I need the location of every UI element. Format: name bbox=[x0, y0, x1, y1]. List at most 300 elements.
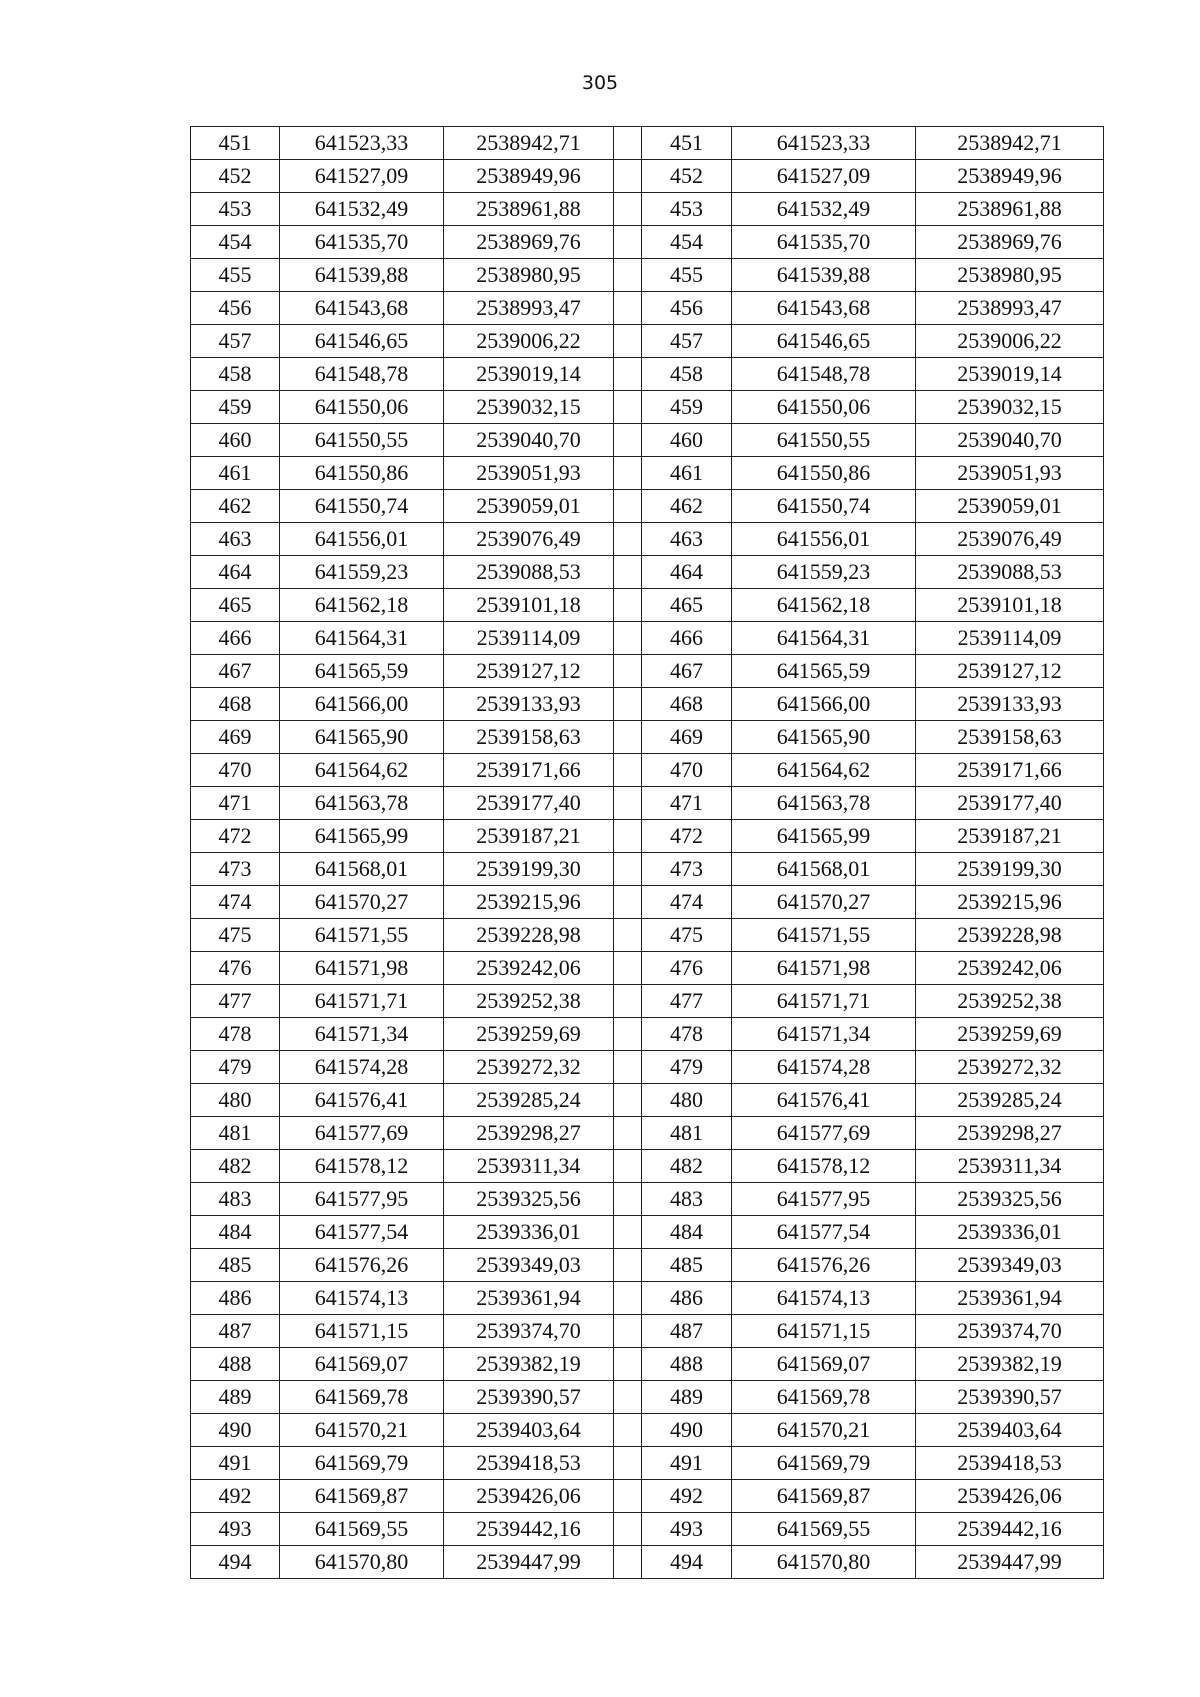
y-coordinate-cell: 2539442,16 bbox=[444, 1513, 614, 1546]
point-number-cell: 457 bbox=[191, 325, 280, 358]
table-row bbox=[191, 226, 1104, 259]
x-coordinate-cell-right: 641576,41 bbox=[732, 1084, 916, 1117]
y-coordinate-cell-right: 2539426,06 bbox=[916, 1480, 1104, 1513]
point-number-cell-right: 452 bbox=[642, 160, 732, 193]
table-row bbox=[191, 1414, 1104, 1447]
point-number-cell-right: 469 bbox=[642, 721, 732, 754]
table-row bbox=[191, 391, 1104, 424]
x-coordinate-cell-right: 641574,28 bbox=[732, 1051, 916, 1084]
y-coordinate-cell: 2539242,06 bbox=[444, 952, 614, 985]
x-coordinate-cell-right: 641577,69 bbox=[732, 1117, 916, 1150]
y-coordinate-cell: 2538961,88 bbox=[444, 193, 614, 226]
point-number-cell-right: 462 bbox=[642, 490, 732, 523]
table-row bbox=[191, 1216, 1104, 1249]
point-number-cell: 467 bbox=[191, 655, 280, 688]
y-coordinate-cell: 2538969,76 bbox=[444, 226, 614, 259]
x-coordinate-cell: 641568,01 bbox=[280, 853, 444, 886]
point-number-cell: 462 bbox=[191, 490, 280, 523]
x-coordinate-cell: 641550,74 bbox=[280, 490, 444, 523]
y-coordinate-cell-right: 2539006,22 bbox=[916, 325, 1104, 358]
empty-separator-cell bbox=[614, 1216, 642, 1249]
point-number-cell: 451 bbox=[191, 127, 280, 160]
y-coordinate-cell: 2539177,40 bbox=[444, 787, 614, 820]
y-coordinate-cell-right: 2539442,16 bbox=[916, 1513, 1104, 1546]
point-number-cell-right: 467 bbox=[642, 655, 732, 688]
y-coordinate-cell: 2538949,96 bbox=[444, 160, 614, 193]
point-number-cell-right: 486 bbox=[642, 1282, 732, 1315]
point-number-cell-right: 491 bbox=[642, 1447, 732, 1480]
y-coordinate-cell-right: 2539418,53 bbox=[916, 1447, 1104, 1480]
y-coordinate-cell: 2539040,70 bbox=[444, 424, 614, 457]
x-coordinate-cell-right: 641571,34 bbox=[732, 1018, 916, 1051]
y-coordinate-cell-right: 2539101,18 bbox=[916, 589, 1104, 622]
point-number-cell: 483 bbox=[191, 1183, 280, 1216]
empty-separator-cell bbox=[614, 160, 642, 193]
x-coordinate-cell-right: 641570,27 bbox=[732, 886, 916, 919]
coordinates-table bbox=[190, 126, 1104, 1579]
y-coordinate-cell: 2539382,19 bbox=[444, 1348, 614, 1381]
empty-separator-cell bbox=[614, 292, 642, 325]
point-number-cell-right: 468 bbox=[642, 688, 732, 721]
empty-separator-cell bbox=[614, 1381, 642, 1414]
y-coordinate-cell-right: 2538942,71 bbox=[916, 127, 1104, 160]
y-coordinate-cell-right: 2538980,95 bbox=[916, 259, 1104, 292]
table-row bbox=[191, 622, 1104, 655]
point-number-cell: 463 bbox=[191, 523, 280, 556]
x-coordinate-cell: 641569,79 bbox=[280, 1447, 444, 1480]
x-coordinate-cell: 641550,55 bbox=[280, 424, 444, 457]
x-coordinate-cell-right: 641569,79 bbox=[732, 1447, 916, 1480]
y-coordinate-cell: 2539076,49 bbox=[444, 523, 614, 556]
point-number-cell: 459 bbox=[191, 391, 280, 424]
empty-separator-cell bbox=[614, 952, 642, 985]
x-coordinate-cell-right: 641571,55 bbox=[732, 919, 916, 952]
x-coordinate-cell: 641571,71 bbox=[280, 985, 444, 1018]
point-number-cell-right: 463 bbox=[642, 523, 732, 556]
x-coordinate-cell-right: 641535,70 bbox=[732, 226, 916, 259]
x-coordinate-cell-right: 641569,07 bbox=[732, 1348, 916, 1381]
x-coordinate-cell: 641569,87 bbox=[280, 1480, 444, 1513]
empty-separator-cell bbox=[614, 127, 642, 160]
point-number-cell-right: 489 bbox=[642, 1381, 732, 1414]
table-row bbox=[191, 1381, 1104, 1414]
x-coordinate-cell: 641523,33 bbox=[280, 127, 444, 160]
point-number-cell-right: 465 bbox=[642, 589, 732, 622]
y-coordinate-cell: 2539187,21 bbox=[444, 820, 614, 853]
table-row bbox=[191, 1018, 1104, 1051]
table-row bbox=[191, 1183, 1104, 1216]
table-row bbox=[191, 1084, 1104, 1117]
x-coordinate-cell: 641550,86 bbox=[280, 457, 444, 490]
point-number-cell: 492 bbox=[191, 1480, 280, 1513]
point-number-cell: 453 bbox=[191, 193, 280, 226]
x-coordinate-cell-right: 641576,26 bbox=[732, 1249, 916, 1282]
y-coordinate-cell-right: 2539177,40 bbox=[916, 787, 1104, 820]
point-number-cell: 486 bbox=[191, 1282, 280, 1315]
x-coordinate-cell-right: 641548,78 bbox=[732, 358, 916, 391]
x-coordinate-cell: 641565,90 bbox=[280, 721, 444, 754]
x-coordinate-cell: 641577,69 bbox=[280, 1117, 444, 1150]
point-number-cell: 479 bbox=[191, 1051, 280, 1084]
coordinates-table-body bbox=[191, 127, 1104, 1579]
x-coordinate-cell: 641571,55 bbox=[280, 919, 444, 952]
y-coordinate-cell-right: 2539032,15 bbox=[916, 391, 1104, 424]
y-coordinate-cell-right: 2539336,01 bbox=[916, 1216, 1104, 1249]
y-coordinate-cell: 2539311,34 bbox=[444, 1150, 614, 1183]
y-coordinate-cell: 2539019,14 bbox=[444, 358, 614, 391]
x-coordinate-cell-right: 641550,74 bbox=[732, 490, 916, 523]
x-coordinate-cell-right: 641550,55 bbox=[732, 424, 916, 457]
x-coordinate-cell-right: 641543,68 bbox=[732, 292, 916, 325]
x-coordinate-cell: 641565,99 bbox=[280, 820, 444, 853]
empty-separator-cell bbox=[614, 325, 642, 358]
point-number-cell-right: 471 bbox=[642, 787, 732, 820]
y-coordinate-cell-right: 2539158,63 bbox=[916, 721, 1104, 754]
y-coordinate-cell: 2539051,93 bbox=[444, 457, 614, 490]
y-coordinate-cell-right: 2538993,47 bbox=[916, 292, 1104, 325]
empty-separator-cell bbox=[614, 226, 642, 259]
x-coordinate-cell-right: 641564,62 bbox=[732, 754, 916, 787]
point-number-cell-right: 478 bbox=[642, 1018, 732, 1051]
point-number-cell-right: 459 bbox=[642, 391, 732, 424]
x-coordinate-cell: 641571,34 bbox=[280, 1018, 444, 1051]
y-coordinate-cell: 2539032,15 bbox=[444, 391, 614, 424]
y-coordinate-cell-right: 2539127,12 bbox=[916, 655, 1104, 688]
table-row bbox=[191, 919, 1104, 952]
x-coordinate-cell: 641556,01 bbox=[280, 523, 444, 556]
point-number-cell-right: 456 bbox=[642, 292, 732, 325]
y-coordinate-cell-right: 2539325,56 bbox=[916, 1183, 1104, 1216]
empty-separator-cell bbox=[614, 259, 642, 292]
x-coordinate-cell: 641539,88 bbox=[280, 259, 444, 292]
y-coordinate-cell-right: 2539374,70 bbox=[916, 1315, 1104, 1348]
x-coordinate-cell: 641563,78 bbox=[280, 787, 444, 820]
empty-separator-cell bbox=[614, 589, 642, 622]
table-row bbox=[191, 985, 1104, 1018]
empty-separator-cell bbox=[614, 1513, 642, 1546]
y-coordinate-cell-right: 2539361,94 bbox=[916, 1282, 1104, 1315]
point-number-cell: 473 bbox=[191, 853, 280, 886]
y-coordinate-cell-right: 2539187,21 bbox=[916, 820, 1104, 853]
table-row bbox=[191, 820, 1104, 853]
y-coordinate-cell: 2539059,01 bbox=[444, 490, 614, 523]
table-row bbox=[191, 1480, 1104, 1513]
x-coordinate-cell-right: 641527,09 bbox=[732, 160, 916, 193]
point-number-cell: 482 bbox=[191, 1150, 280, 1183]
x-coordinate-cell: 641548,78 bbox=[280, 358, 444, 391]
table-row bbox=[191, 457, 1104, 490]
x-coordinate-cell: 641532,49 bbox=[280, 193, 444, 226]
y-coordinate-cell: 2539418,53 bbox=[444, 1447, 614, 1480]
x-coordinate-cell-right: 641532,49 bbox=[732, 193, 916, 226]
y-coordinate-cell-right: 2539242,06 bbox=[916, 952, 1104, 985]
y-coordinate-cell-right: 2539019,14 bbox=[916, 358, 1104, 391]
x-coordinate-cell-right: 641570,21 bbox=[732, 1414, 916, 1447]
x-coordinate-cell-right: 641539,88 bbox=[732, 259, 916, 292]
point-number-cell: 452 bbox=[191, 160, 280, 193]
point-number-cell-right: 490 bbox=[642, 1414, 732, 1447]
point-number-cell: 491 bbox=[191, 1447, 280, 1480]
y-coordinate-cell: 2539171,66 bbox=[444, 754, 614, 787]
table-row bbox=[191, 160, 1104, 193]
x-coordinate-cell-right: 641577,54 bbox=[732, 1216, 916, 1249]
x-coordinate-cell-right: 641577,95 bbox=[732, 1183, 916, 1216]
empty-separator-cell bbox=[614, 424, 642, 457]
x-coordinate-cell: 641566,00 bbox=[280, 688, 444, 721]
y-coordinate-cell-right: 2539114,09 bbox=[916, 622, 1104, 655]
x-coordinate-cell-right: 641574,13 bbox=[732, 1282, 916, 1315]
x-coordinate-cell-right: 641570,80 bbox=[732, 1546, 916, 1579]
table-row bbox=[191, 886, 1104, 919]
point-number-cell-right: 460 bbox=[642, 424, 732, 457]
y-coordinate-cell: 2539298,27 bbox=[444, 1117, 614, 1150]
y-coordinate-cell-right: 2538969,76 bbox=[916, 226, 1104, 259]
point-number-cell: 493 bbox=[191, 1513, 280, 1546]
x-coordinate-cell: 641559,23 bbox=[280, 556, 444, 589]
x-coordinate-cell: 641571,98 bbox=[280, 952, 444, 985]
x-coordinate-cell-right: 641523,33 bbox=[732, 127, 916, 160]
empty-separator-cell bbox=[614, 820, 642, 853]
x-coordinate-cell: 641562,18 bbox=[280, 589, 444, 622]
empty-separator-cell bbox=[614, 1447, 642, 1480]
point-number-cell-right: 451 bbox=[642, 127, 732, 160]
y-coordinate-cell-right: 2539228,98 bbox=[916, 919, 1104, 952]
y-coordinate-cell: 2539447,99 bbox=[444, 1546, 614, 1579]
table-row bbox=[191, 1150, 1104, 1183]
x-coordinate-cell: 641571,15 bbox=[280, 1315, 444, 1348]
y-coordinate-cell: 2539088,53 bbox=[444, 556, 614, 589]
y-coordinate-cell: 2539349,03 bbox=[444, 1249, 614, 1282]
x-coordinate-cell-right: 641569,78 bbox=[732, 1381, 916, 1414]
empty-separator-cell bbox=[614, 985, 642, 1018]
y-coordinate-cell: 2539252,38 bbox=[444, 985, 614, 1018]
point-number-cell-right: 458 bbox=[642, 358, 732, 391]
point-number-cell: 456 bbox=[191, 292, 280, 325]
table-row bbox=[191, 655, 1104, 688]
table-row bbox=[191, 721, 1104, 754]
x-coordinate-cell-right: 641565,59 bbox=[732, 655, 916, 688]
table-row bbox=[191, 787, 1104, 820]
empty-separator-cell bbox=[614, 655, 642, 688]
x-coordinate-cell: 641564,31 bbox=[280, 622, 444, 655]
point-number-cell: 477 bbox=[191, 985, 280, 1018]
table-row bbox=[191, 1348, 1104, 1381]
point-number-cell-right: 477 bbox=[642, 985, 732, 1018]
point-number-cell-right: 457 bbox=[642, 325, 732, 358]
empty-separator-cell bbox=[614, 754, 642, 787]
empty-separator-cell bbox=[614, 391, 642, 424]
x-coordinate-cell-right: 641565,99 bbox=[732, 820, 916, 853]
x-coordinate-cell-right: 641559,23 bbox=[732, 556, 916, 589]
point-number-cell: 481 bbox=[191, 1117, 280, 1150]
table-row bbox=[191, 1513, 1104, 1546]
empty-separator-cell bbox=[614, 1051, 642, 1084]
empty-separator-cell bbox=[614, 193, 642, 226]
empty-separator-cell bbox=[614, 556, 642, 589]
y-coordinate-cell: 2539228,98 bbox=[444, 919, 614, 952]
y-coordinate-cell: 2539006,22 bbox=[444, 325, 614, 358]
y-coordinate-cell: 2539285,24 bbox=[444, 1084, 614, 1117]
point-number-cell: 475 bbox=[191, 919, 280, 952]
table-row bbox=[191, 1249, 1104, 1282]
point-number-cell: 466 bbox=[191, 622, 280, 655]
point-number-cell-right: 453 bbox=[642, 193, 732, 226]
point-number-cell-right: 475 bbox=[642, 919, 732, 952]
x-coordinate-cell: 641576,41 bbox=[280, 1084, 444, 1117]
x-coordinate-cell-right: 641565,90 bbox=[732, 721, 916, 754]
table-row bbox=[191, 1447, 1104, 1480]
empty-separator-cell bbox=[614, 622, 642, 655]
y-coordinate-cell-right: 2539040,70 bbox=[916, 424, 1104, 457]
y-coordinate-cell-right: 2539259,69 bbox=[916, 1018, 1104, 1051]
y-coordinate-cell: 2539426,06 bbox=[444, 1480, 614, 1513]
point-number-cell: 461 bbox=[191, 457, 280, 490]
empty-separator-cell bbox=[614, 1348, 642, 1381]
x-coordinate-cell: 641570,27 bbox=[280, 886, 444, 919]
point-number-cell: 484 bbox=[191, 1216, 280, 1249]
y-coordinate-cell-right: 2539059,01 bbox=[916, 490, 1104, 523]
table-row bbox=[191, 754, 1104, 787]
x-coordinate-cell: 641535,70 bbox=[280, 226, 444, 259]
point-number-cell-right: 494 bbox=[642, 1546, 732, 1579]
x-coordinate-cell: 641570,80 bbox=[280, 1546, 444, 1579]
x-coordinate-cell-right: 641571,71 bbox=[732, 985, 916, 1018]
point-number-cell-right: 480 bbox=[642, 1084, 732, 1117]
point-number-cell: 465 bbox=[191, 589, 280, 622]
y-coordinate-cell-right: 2539171,66 bbox=[916, 754, 1104, 787]
table-row bbox=[191, 127, 1104, 160]
point-number-cell-right: 461 bbox=[642, 457, 732, 490]
point-number-cell: 485 bbox=[191, 1249, 280, 1282]
point-number-cell: 476 bbox=[191, 952, 280, 985]
empty-separator-cell bbox=[614, 1117, 642, 1150]
point-number-cell-right: 485 bbox=[642, 1249, 732, 1282]
point-number-cell-right: 455 bbox=[642, 259, 732, 292]
point-number-cell: 488 bbox=[191, 1348, 280, 1381]
x-coordinate-cell-right: 641550,86 bbox=[732, 457, 916, 490]
empty-separator-cell bbox=[614, 1183, 642, 1216]
table-row bbox=[191, 688, 1104, 721]
y-coordinate-cell: 2539374,70 bbox=[444, 1315, 614, 1348]
y-coordinate-cell: 2539336,01 bbox=[444, 1216, 614, 1249]
y-coordinate-cell: 2538993,47 bbox=[444, 292, 614, 325]
x-coordinate-cell-right: 641569,87 bbox=[732, 1480, 916, 1513]
point-number-cell: 480 bbox=[191, 1084, 280, 1117]
empty-separator-cell bbox=[614, 919, 642, 952]
point-number-cell-right: 466 bbox=[642, 622, 732, 655]
y-coordinate-cell: 2539390,57 bbox=[444, 1381, 614, 1414]
point-number-cell-right: 483 bbox=[642, 1183, 732, 1216]
point-number-cell: 474 bbox=[191, 886, 280, 919]
empty-separator-cell bbox=[614, 721, 642, 754]
table-row bbox=[191, 1051, 1104, 1084]
point-number-cell-right: 474 bbox=[642, 886, 732, 919]
y-coordinate-cell: 2539272,32 bbox=[444, 1051, 614, 1084]
x-coordinate-cell-right: 641563,78 bbox=[732, 787, 916, 820]
y-coordinate-cell: 2539215,96 bbox=[444, 886, 614, 919]
x-coordinate-cell: 641546,65 bbox=[280, 325, 444, 358]
y-coordinate-cell: 2539101,18 bbox=[444, 589, 614, 622]
empty-separator-cell bbox=[614, 1282, 642, 1315]
empty-separator-cell bbox=[614, 1414, 642, 1447]
point-number-cell-right: 481 bbox=[642, 1117, 732, 1150]
empty-separator-cell bbox=[614, 853, 642, 886]
x-coordinate-cell: 641577,95 bbox=[280, 1183, 444, 1216]
point-number-cell-right: 492 bbox=[642, 1480, 732, 1513]
table-row bbox=[191, 325, 1104, 358]
point-number-cell: 464 bbox=[191, 556, 280, 589]
y-coordinate-cell: 2538980,95 bbox=[444, 259, 614, 292]
y-coordinate-cell: 2539325,56 bbox=[444, 1183, 614, 1216]
table-row bbox=[191, 424, 1104, 457]
x-coordinate-cell-right: 641568,01 bbox=[732, 853, 916, 886]
x-coordinate-cell-right: 641564,31 bbox=[732, 622, 916, 655]
x-coordinate-cell-right: 641578,12 bbox=[732, 1150, 916, 1183]
point-number-cell: 472 bbox=[191, 820, 280, 853]
empty-separator-cell bbox=[614, 457, 642, 490]
point-number-cell: 490 bbox=[191, 1414, 280, 1447]
x-coordinate-cell: 641569,07 bbox=[280, 1348, 444, 1381]
point-number-cell-right: 482 bbox=[642, 1150, 732, 1183]
x-coordinate-cell: 641543,68 bbox=[280, 292, 444, 325]
y-coordinate-cell-right: 2539349,03 bbox=[916, 1249, 1104, 1282]
y-coordinate-cell: 2538942,71 bbox=[444, 127, 614, 160]
y-coordinate-cell-right: 2539199,30 bbox=[916, 853, 1104, 886]
point-number-cell: 455 bbox=[191, 259, 280, 292]
x-coordinate-cell-right: 641571,98 bbox=[732, 952, 916, 985]
point-number-cell-right: 487 bbox=[642, 1315, 732, 1348]
point-number-cell-right: 470 bbox=[642, 754, 732, 787]
y-coordinate-cell-right: 2539252,38 bbox=[916, 985, 1104, 1018]
table-row bbox=[191, 1117, 1104, 1150]
y-coordinate-cell-right: 2539215,96 bbox=[916, 886, 1104, 919]
x-coordinate-cell-right: 641566,00 bbox=[732, 688, 916, 721]
x-coordinate-cell-right: 641556,01 bbox=[732, 523, 916, 556]
y-coordinate-cell-right: 2539403,64 bbox=[916, 1414, 1104, 1447]
x-coordinate-cell-right: 641550,06 bbox=[732, 391, 916, 424]
x-coordinate-cell: 641527,09 bbox=[280, 160, 444, 193]
point-number-cell: 458 bbox=[191, 358, 280, 391]
table-row bbox=[191, 259, 1104, 292]
y-coordinate-cell-right: 2539390,57 bbox=[916, 1381, 1104, 1414]
table-row bbox=[191, 292, 1104, 325]
table-row bbox=[191, 490, 1104, 523]
y-coordinate-cell-right: 2539298,27 bbox=[916, 1117, 1104, 1150]
point-number-cell: 471 bbox=[191, 787, 280, 820]
x-coordinate-cell: 641570,21 bbox=[280, 1414, 444, 1447]
table-row bbox=[191, 193, 1104, 226]
table-row bbox=[191, 1315, 1104, 1348]
empty-separator-cell bbox=[614, 358, 642, 391]
empty-separator-cell bbox=[614, 1315, 642, 1348]
y-coordinate-cell-right: 2539382,19 bbox=[916, 1348, 1104, 1381]
point-number-cell: 470 bbox=[191, 754, 280, 787]
y-coordinate-cell: 2539114,09 bbox=[444, 622, 614, 655]
page-number: 305 bbox=[581, 72, 619, 94]
x-coordinate-cell: 641565,59 bbox=[280, 655, 444, 688]
point-number-cell-right: 484 bbox=[642, 1216, 732, 1249]
y-coordinate-cell-right: 2539285,24 bbox=[916, 1084, 1104, 1117]
point-number-cell: 494 bbox=[191, 1546, 280, 1579]
x-coordinate-cell: 641576,26 bbox=[280, 1249, 444, 1282]
point-number-cell-right: 493 bbox=[642, 1513, 732, 1546]
x-coordinate-cell-right: 641546,65 bbox=[732, 325, 916, 358]
y-coordinate-cell: 2539158,63 bbox=[444, 721, 614, 754]
empty-separator-cell bbox=[614, 1546, 642, 1579]
empty-separator-cell bbox=[614, 1084, 642, 1117]
empty-separator-cell bbox=[614, 1018, 642, 1051]
y-coordinate-cell-right: 2539076,49 bbox=[916, 523, 1104, 556]
